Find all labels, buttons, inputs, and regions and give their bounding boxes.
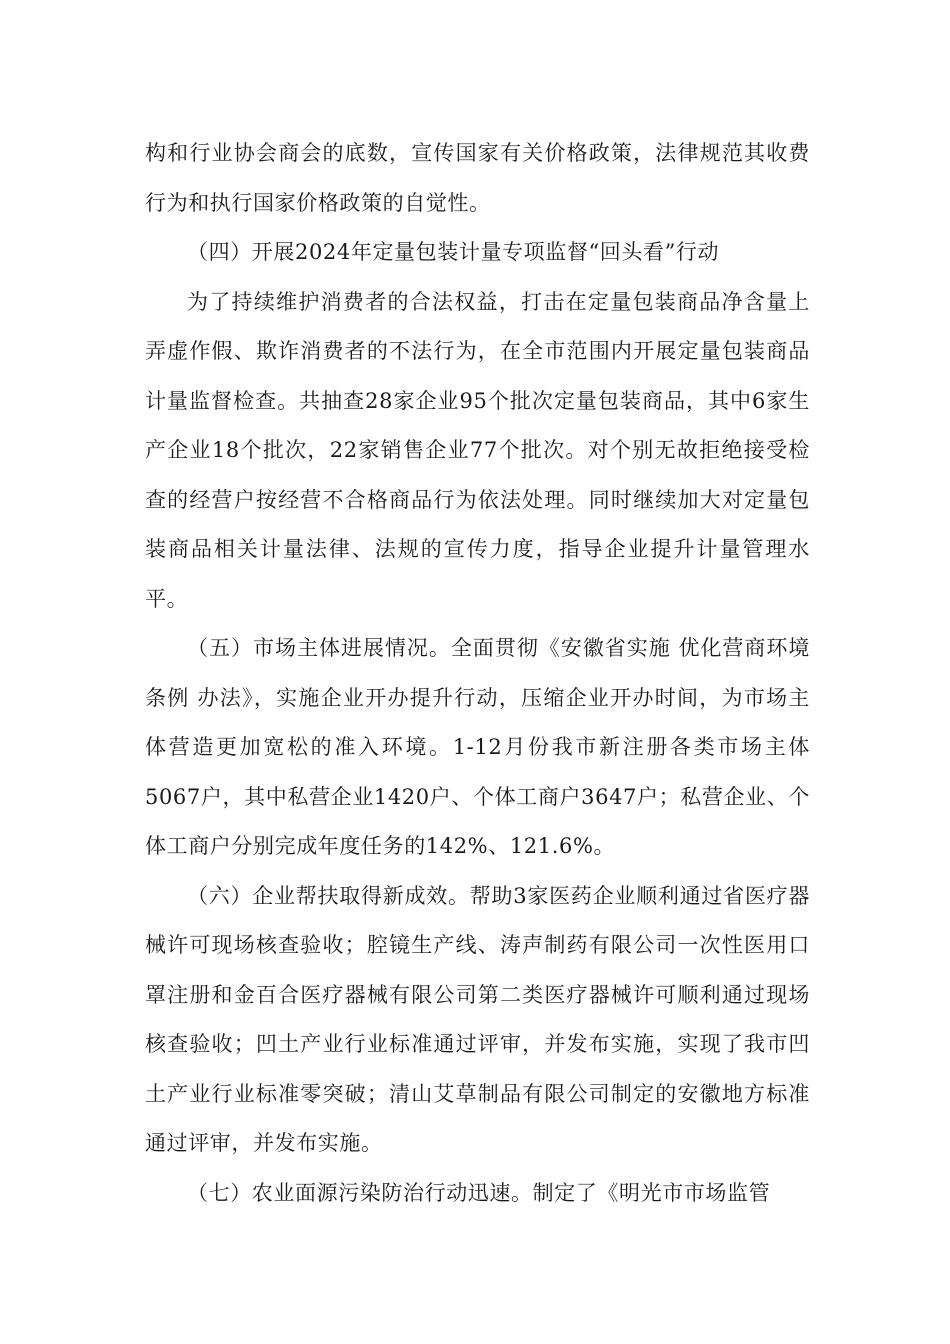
paragraph-market-entities: （五）市场主体进展情况。全面贯彻《安徽省实施 优化营商环境条例 办法》，实施企业开办提升行动，压缩企业开办时间，为市场主体营造更加宽松的准入环境。1-12月份我市新注册各类市场主体5067户，其中私营企业1420户、个体工商户3647户；私营企业、个体工商户分别完成年度任务的142%、121.6%。 xyxy=(145,636,810,858)
document-body xyxy=(145,129,810,1218)
section-heading-4: （四）开展2024年定量包装计量专项监督“回头看”行动 xyxy=(187,240,720,264)
paragraph-enterprise-support: （六）企业帮扶取得新成效。帮助3家医药企业顺利通过省医疗器械许可现场核查验收；腔镜生产线、涛声制药有限公司一次性医用口罩注册和金百合医疗器械有限公司第二类医疗器械许可顺利通过现场核查验收；凹土产业行业标准通过评审，并发布实施，实现了我市凹土产业行业标准零突破；清山艾草制品有限公司制定的安徽地方标准通过评审，并发布实施。 xyxy=(145,883,810,1155)
paragraph-agricultural-pollution: （七）农业面源污染防治行动迅速。制定了《明光市市场监管 xyxy=(187,1180,771,1205)
paragraph-quantitative-packaging: 为了持续维护消费者的合法权益，打击在定量包装商品净含量上弄虚作假、欺诈消费者的不法行为，在全市范围内开展定量包装商品计量监督检查。共抽查28家企业95个批次定量包装商品，其中6家生产企业18个批次，22家销售企业77个批次。对个别无故拒绝接受检查的经营户按经营不合格商品行为依法处理。同时继续加大对定量包装商品相关计量法律、法规的宣传力度，指导企业提升计量管理水平。 xyxy=(145,289,810,611)
paragraph-continuation: 构和行业协会商会的底数，宣传国家有关价格政策，法律规范其收费行为和执行国家价格政策的自觉性。 xyxy=(145,141,810,215)
